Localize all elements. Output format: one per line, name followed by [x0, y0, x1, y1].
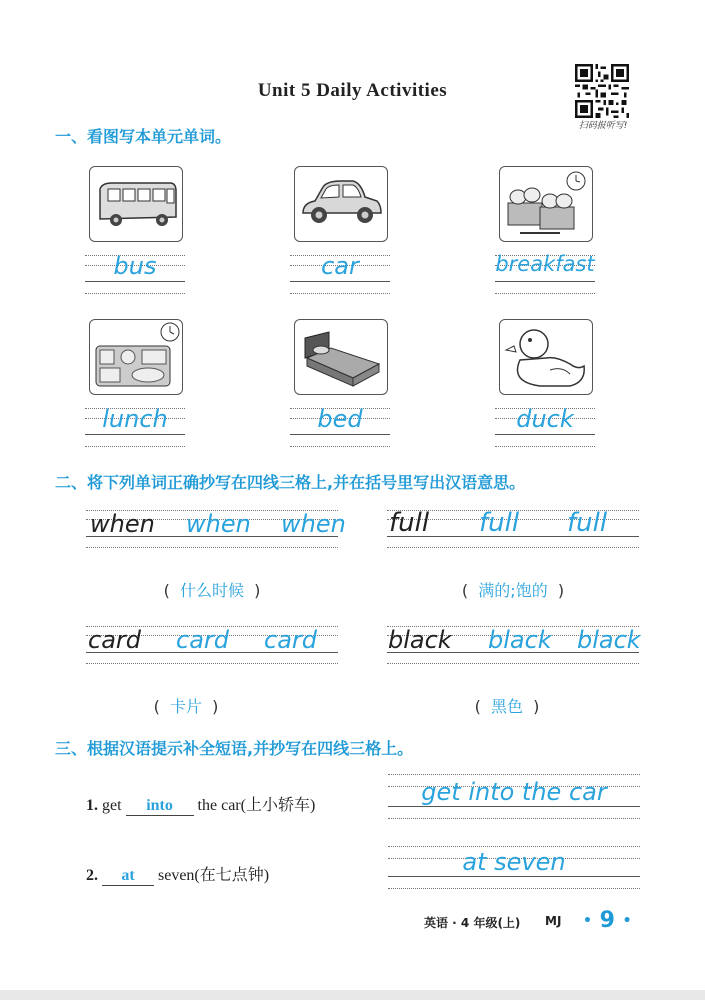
answer-word: lunch: [102, 405, 168, 433]
given-word: card: [88, 626, 142, 654]
fill-blank[interactable]: at: [102, 867, 154, 886]
meaning-card[interactable]: ( 卡片 ): [153, 697, 219, 716]
duck-icon: [500, 320, 592, 394]
meaning-answer: 黑色: [490, 697, 523, 716]
section2-heading: 二、将下列单词正确抄写在四线三格上,并在括号里写出汉语意思。: [55, 473, 526, 492]
car-picture: [294, 166, 388, 242]
answer-lines-car[interactable]: [290, 250, 390, 290]
lunch-picture: [89, 319, 183, 395]
meaning-black[interactable]: ( 黑色 ): [474, 697, 540, 716]
duck-picture: [499, 319, 593, 395]
answer-lines-duck[interactable]: [495, 403, 595, 443]
copy-lines-black[interactable]: [387, 622, 639, 662]
answer-lines-lunch[interactable]: [85, 403, 185, 443]
copy-phrase: at seven: [462, 848, 566, 876]
copy-word: when: [186, 510, 251, 538]
given-word: black: [388, 626, 452, 654]
answer-word: bed: [317, 405, 363, 433]
item-number: 1.: [86, 797, 98, 814]
breakfast-icon: [500, 167, 592, 241]
answer-word: bus: [113, 252, 157, 280]
footer-subject: 英语 · 4 年级(上): [424, 916, 521, 930]
copy-word: full: [479, 508, 520, 538]
qr-code[interactable]: [575, 64, 629, 118]
copy-word: card: [176, 626, 230, 654]
breakfast-picture: [499, 166, 593, 242]
phrase-2: 2. at seven(在七点钟): [86, 867, 270, 884]
item-number: 2.: [86, 867, 98, 884]
given-word: when: [90, 510, 155, 538]
meaning-answer: 满的;饱的: [478, 581, 548, 600]
answer-word: duck: [516, 405, 574, 433]
section3-heading: 三、根据汉语提示补全短语,并抄写在四线三格上。: [55, 739, 414, 758]
given-word: full: [389, 508, 430, 538]
phrase-1: 1. get into the car(上小轿车): [86, 797, 316, 814]
copy-word: black: [488, 626, 552, 654]
fill-blank[interactable]: into: [126, 797, 194, 816]
meaning-full[interactable]: ( 满的;饱的 ): [461, 581, 565, 600]
copy-phrase: get into the car: [421, 778, 607, 806]
section1-heading: 一、看图写本单元单词。: [55, 127, 232, 146]
bed-picture: [294, 319, 388, 395]
copy-word: card: [264, 626, 318, 654]
meaning-answer: 什么时候: [179, 581, 244, 600]
copy-word: when: [281, 510, 346, 538]
car-icon: [295, 167, 387, 241]
page-title: Unit 5 Daily Activities: [257, 80, 448, 101]
meaning-when[interactable]: ( 什么时候 ): [163, 581, 261, 600]
page-bottom-edge: [0, 990, 705, 1000]
copy-lines-when[interactable]: [86, 506, 346, 546]
answer-word: car: [321, 252, 359, 280]
bed-icon: [295, 320, 387, 394]
page-number: • 9 •: [583, 908, 632, 933]
copy-lines-phrase-2[interactable]: [388, 846, 640, 886]
copy-word: full: [567, 508, 608, 538]
qr-caption: 扫码报听写!: [578, 121, 628, 131]
lunch-icon: [90, 320, 182, 394]
meaning-answer: 卡片: [169, 697, 202, 716]
copy-lines-card[interactable]: [86, 622, 338, 662]
answer-word: breakfast: [495, 252, 595, 276]
answer-lines-bed[interactable]: [290, 403, 390, 443]
footer-edition: MJ: [545, 914, 562, 928]
bus-picture: [89, 166, 183, 242]
copy-lines-full[interactable]: [387, 506, 639, 546]
answer-lines-breakfast[interactable]: [495, 250, 595, 290]
copy-word: black: [577, 626, 641, 654]
copy-lines-phrase-1[interactable]: [388, 774, 640, 814]
answer-lines-bus[interactable]: [85, 250, 185, 290]
bus-icon: [90, 167, 182, 241]
